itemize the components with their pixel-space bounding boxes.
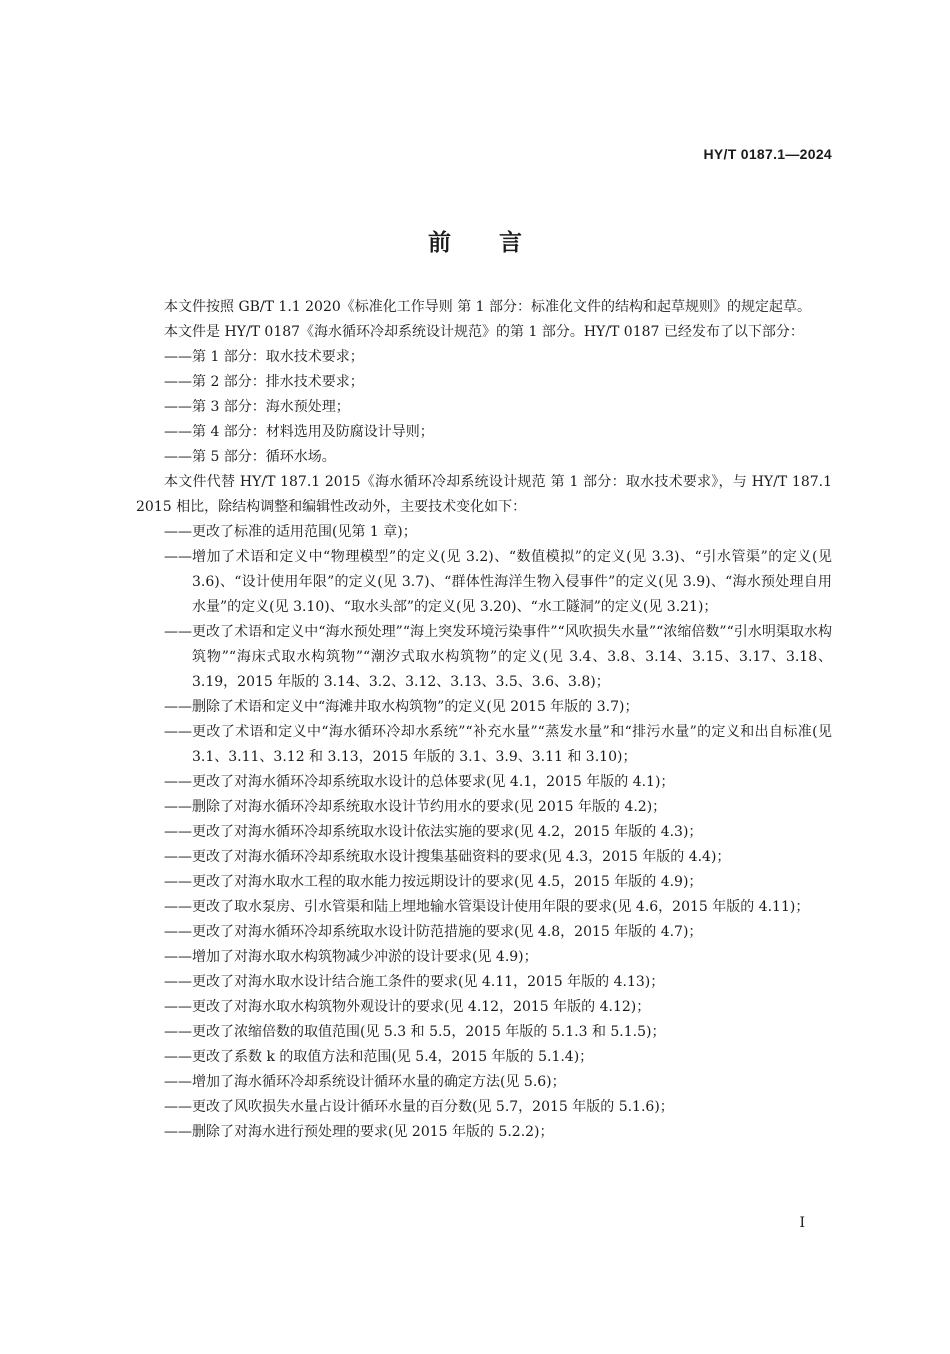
dash: —— (164, 999, 192, 1015)
list-item (136, 695, 832, 720)
list-item-text: 更改了取水泵房、引水管渠和陆上埋地输水管渠设计使用年限的要求(见 4.6，2015 年版的 4.11)； (192, 899, 810, 915)
dash: —— (164, 724, 192, 740)
list-item-text: 更改了对海水取水设计结合施工条件的要求(见 4.11，2015 年版的 4.13)； (192, 974, 665, 990)
document-body (136, 295, 832, 1145)
list-item (136, 945, 832, 970)
list-item (136, 370, 832, 395)
list-item-text: 更改了风吹损失水量占设计循环水量的百分数(见 5.7，2015 年版的 5.1.6)； (192, 1099, 674, 1115)
list-item-text: 第 2 部分：排水技术要求； (192, 374, 364, 390)
list-item (136, 395, 832, 420)
paragraph-part-intro: 本文件是 HY/T 0187《海水循环冷却系统设计规范》的第 1 部分。HY/T 0187 已经发布了以下部分： (164, 324, 804, 340)
list-item (136, 545, 832, 620)
list-item-text: 更改了术语和定义中“海水循环冷却水系统”“补充水量”“蒸发水量”和“排污水量”的定义和出自标准(见 3.1、3.11、3.12 和 3.13，2015 年版的 3.1、3.9、3.11 和 3.10)； (192, 724, 832, 765)
list-item-text: 第 4 部分：材料选用及防腐设计导则； (192, 424, 434, 440)
list-item (136, 620, 832, 695)
list-item (136, 445, 832, 470)
dash: —— (164, 949, 192, 965)
dash: —— (164, 624, 192, 640)
list-item (136, 1095, 832, 1120)
dash: —— (164, 449, 192, 465)
list-item-text: 更改了系数 k 的取值方法和范围(见 5.4，2015 年版的 5.1.4)； (192, 1049, 594, 1065)
list-item-text: 增加了术语和定义中“物理模型”的定义(见 3.2)、“数值模拟”的定义(见 3.3)、“引水管渠”的定义(见 3.6)、“设计使用年限”的定义(见 3.7)、“群体性海洋生物入侵事件”的定义(见 3.9)、“海水预处理自用水量”的定义(见 3.10)、“取水头部”的定义(见 3.20)、“水工隧洞”的定义(见 3.21)； (192, 549, 832, 615)
list-item-text: 第 1 部分：取水技术要求； (192, 349, 364, 365)
dash: —— (164, 874, 192, 890)
list-item (136, 895, 832, 920)
dash: —— (164, 424, 192, 440)
dash: —— (164, 774, 192, 790)
dash: —— (164, 1049, 192, 1065)
list-item-text: 更改了对海水循环冷却系统取水设计依法实施的要求(见 4.2，2015 年版的 4.3)； (192, 824, 703, 840)
list-item-text: 更改了浓缩倍数的取值范围(见 5.3 和 5.5，2015 年版的 5.1.3 和 5.1.5)； (192, 1024, 666, 1040)
list-item (136, 1070, 832, 1095)
list-item-text: 更改了标准的适用范围(见第 1 章)； (192, 524, 417, 540)
dash: —— (164, 1024, 192, 1040)
list-item (136, 1045, 832, 1070)
list-item-text: 更改了对海水取水构筑物外观设计的要求(见 4.12，2015 年版的 4.12)； (192, 999, 651, 1015)
list-item-text: 更改了对海水循环冷却系统取水设计防范措施的要求(见 4.8，2015 年版的 4.7)； (192, 924, 703, 940)
list-item (136, 845, 832, 870)
paragraph-drafting-rules: 本文件按照 GB/T 1.1 2020《标准化工作导则 第 1 部分：标准化文件的结构和起草规则》的规定起草。 (164, 299, 812, 315)
standard-code: HY/T 0187.1—2024 (703, 146, 832, 162)
parts-list (136, 345, 832, 470)
list-item-text: 删除了对海水循环冷却系统取水设计节约用水的要求(见 2015 年版的 4.2)； (192, 799, 667, 815)
dash: —— (164, 399, 192, 415)
list-item-text: 增加了对海水取水构筑物减少冲淤的设计要求(见 4.9)； (192, 949, 538, 965)
list-item-text: 删除了对海水进行预处理的要求(见 2015 年版的 5.2.2)； (192, 1124, 554, 1140)
list-item (136, 770, 832, 795)
list-item (136, 520, 832, 545)
list-item (136, 920, 832, 945)
list-item-text: 第 5 部分：循环水场。 (192, 449, 336, 465)
page-title: 前言 (428, 230, 570, 256)
list-item (136, 970, 832, 995)
dash: —— (164, 349, 192, 365)
dash: —— (164, 849, 192, 865)
list-item (136, 795, 832, 820)
list-item (136, 995, 832, 1020)
dash: —— (164, 824, 192, 840)
dash: —— (164, 374, 192, 390)
list-item-text: 更改了对海水循环冷却系统取水设计搜集基础资料的要求(见 4.3，2015 年版的 4.4)； (192, 849, 731, 865)
list-item (136, 820, 832, 845)
dash: —— (164, 924, 192, 940)
list-item-text: 删除了术语和定义中“海滩井取水构筑物”的定义(见 2015 年版的 3.7)； (192, 699, 639, 715)
list-item (136, 720, 832, 770)
dash: —— (164, 1074, 192, 1090)
list-item-text: 更改了对海水取水工程的取水能力按远期设计的要求(见 4.5，2015 年版的 4.9)； (192, 874, 703, 890)
dash: —— (164, 524, 192, 540)
page-number: I (799, 1215, 805, 1231)
dash: —— (164, 1124, 192, 1140)
changes-list (136, 520, 832, 1145)
dash: —— (164, 549, 192, 565)
dash: —— (164, 799, 192, 815)
list-item-text: 增加了海水循环冷却系统设计循环水量的确定方法(见 5.6)； (192, 1074, 566, 1090)
list-item (136, 1020, 832, 1045)
dash: —— (164, 1099, 192, 1115)
list-item-text: 更改了对海水循环冷却系统取水设计的总体要求(见 4.1，2015 年版的 4.1)； (192, 774, 675, 790)
list-item (136, 420, 832, 445)
list-item-text: 更改了术语和定义中“海水预处理”“海上突发环境污染事件”“风吹损失水量”“浓缩倍数”“引水明渠取水构筑物”“海床式取水构筑物”“潮汐式取水构筑物”的定义(见 3.4、3.8、3.14、3.15、3.17、3.18、3.19，2015 年版的 3.14、3.2、3.12、3.13、3.5、3.6、3.8)； (192, 624, 832, 690)
dash: —— (164, 899, 192, 915)
paragraph-replacement: 本文件代替 HY/T 187.1 2015《海水循环冷却系统设计规范 第 1 部分：取水技术要求》，与 HY/T 187.1 2015 相比，除结构调整和编辑性改动外，主要技术变化如下： (136, 474, 832, 515)
list-item-text: 第 3 部分：海水预处理； (192, 399, 350, 415)
dash: —— (164, 974, 192, 990)
list-item (136, 1120, 832, 1145)
list-item (136, 870, 832, 895)
dash: —— (164, 699, 192, 715)
list-item (136, 345, 832, 370)
